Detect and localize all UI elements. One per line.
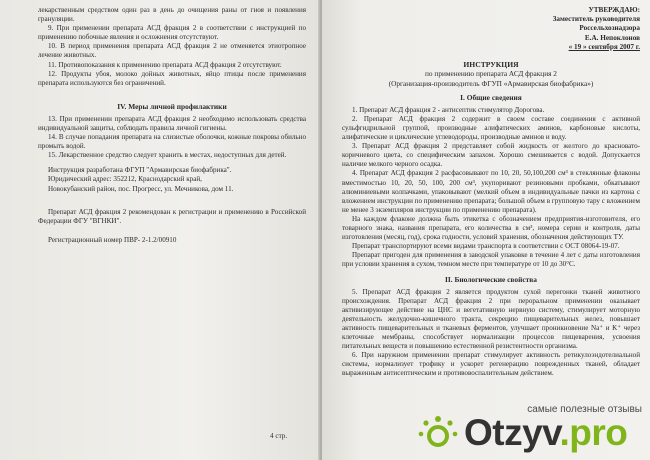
section-ii-item-5: 5. Препарат АСД фракция 2 является продуктом сухой перегонки тканей животного происхождения. Препарат АСД фракция 2 при пероральном применении оказывает активизирующее действие на ЦНС и вегетативную нервную систему, стимулирует моторную деятельность желудочно-кишечного тракта, секрецию пищеварительных желез, повышает активность пищеварительных и тканевых ферментов, улучшает проникновение Na⁺ и K⁺ через клеточные мембраны, способствует нормализации процессов пищеварения, усвоения питательных веществ и повышению естественной резистентности организма. [342, 287, 640, 351]
left-paragraph-5: 12. Продукты убоя, молоко дойных животных, яйцо птицы после применения препарата используются без ограничений. [38, 69, 306, 87]
section-iv-heading: IV. Меры личной профилактики [117, 101, 227, 111]
otzyv-logo-icon [418, 414, 458, 454]
left-page [0, 0, 320, 460]
section-i-item-2: 2. Препарат АСД фракция 2 содержит в своем составе соединения с активной сульфгидрильной группой, производные алифатических аминов, карбоновые кислоты, алифатические и циклические углеводороды, производные аминов и воду. [342, 114, 640, 142]
section-i-shelf-life: Препарат пригоден для применения в заводской упаковке в течение 4 лет с даты изготовления при условии хранения в сухом, темном месте при температуре от 10 до 30°С. [342, 251, 640, 269]
document-title: ИНСТРУКЦИЯ [463, 60, 519, 70]
page-number: 4 стр. [270, 432, 288, 440]
approval-date: « 19 » сентября 2007 г. [568, 42, 640, 51]
registration-number: Регистрационный номер ПВР- 2-1.2/00910 [48, 235, 177, 244]
document-subtitle: по применению препарата АСД фракция 2 [425, 69, 557, 79]
approval-position-2: Россельхознадзора [579, 24, 640, 33]
section-i-transport: Препарат транспортируют всеми видами транспорта в соответствии с ОСТ 08064-19-07. [352, 242, 620, 251]
section-iv-item-15: 15. Лекарственное средство следует хранить в местах, недоступных для детей. [48, 151, 287, 160]
section-i-item-4: 4. Препарат АСД фракция 2 расфасовывают по 10, 20, 50,100,200 см³ в стеклянные флаконы вместимостью 10, 20, 50, 100, 200 см³, укупоривают резиновыми пробками, обкатывают алюминиевыми колпачками, упаковывают (мелкий объем в индивидуальные пачки из картона с вложением инструкции по применению препарата; большой объем в групповую тару с вложением не менее 3 экземпляров инструкции по применению препарата). [342, 169, 640, 214]
left-paragraph-4: 11. Противопоказания к применению препарата АСД фракция 2 отсутствуют. [48, 60, 282, 69]
section-iv-item-13: 13. При применении препарата АСД фракция 2 необходимо использовать средства индивидуальной защиты, соблюдать правила личной гигиены. [38, 114, 306, 132]
left-paragraph-2: 9. При применении препарата АСД фракция 2 в соответствии с инструкцией по применению побочные явления и осложнения отсутствуют. [38, 24, 306, 42]
section-i-item-1: 1. Препарат АСД фракция 2 - антисептик стимулятор Дорогова. [352, 105, 545, 114]
left-paragraph-3: 10. В период применения препарата АСД фракция 2 не отменяется этиотропное лечение животных. [38, 42, 306, 60]
developer-line-1: Инструкция разработана ФГУП "Армавирская биофабрика". [48, 166, 232, 175]
left-paragraph-1: лекарственным средством один раз в день до очищения раны от гноя и появления грануляции. [38, 6, 306, 24]
section-ii-item-6: 6. При наружном применении препарат стимулирует активность ретикулоэндотелиальной системы, нормализует трофику и ускорет регенерацию поврежденных тканей, обладает выраженным антисептическим и противовоспалительным действием. [342, 351, 640, 378]
recommendation: Препарат АСД фракция 2 рекомендован к регистрации и применению в Российской Федерации ФГУ "ВГНКИ". [38, 207, 306, 225]
section-i-heading: I. Общие сведения [460, 92, 522, 102]
developer-line-2: Юридический адрес: 352212, Краснодарский край, [48, 175, 202, 184]
section-i-item-3: 3. Препарат АСД фракция 2 представляет собой жидкость от желтого до красновато-коричневого цвета, со специфическим запахом. Хорошо смешивается с водой. Допускается наличие мелкого черного осадка. [342, 142, 640, 169]
watermark-tagline: самые полезные отзывы [527, 404, 642, 415]
watermark-brand-main: Otzyv [464, 412, 560, 453]
right-page [322, 0, 650, 460]
section-ii-heading: II. Биологические свойства [445, 274, 537, 284]
watermark-brand-tld: .pro [559, 412, 628, 453]
watermark-brand [464, 412, 627, 454]
section-iv-item-14: 14. В случае попадания препарата на слизистые оболочки, кожные покровы обильно промыть водой. [38, 133, 306, 151]
approval-position-1: Заместитель руководителя [552, 15, 640, 24]
manufacturer-line: (Организация-производитель ФГУП «Армавирская биофабрика») [388, 78, 594, 88]
watermark [412, 404, 648, 458]
developer-line-3: Новокубанский район, пос. Прогресс, ул. Мечникова, дом 11. [48, 184, 234, 193]
approval-signatory: Е.А. Непоклонов [584, 33, 640, 42]
approval-block [342, 6, 640, 52]
section-i-labeling: На каждом флаконе должна быть этикетка с обозначением предприятия-изготовителя, его товарного знака, названия препарата, его количества в см³, номера серии и контроля, даты изготовления (месяц, год), срока годности, условий хранения, обозначения действующих ТУ. [342, 214, 640, 242]
approval-label: УТВЕРЖДАЮ: [588, 6, 640, 14]
